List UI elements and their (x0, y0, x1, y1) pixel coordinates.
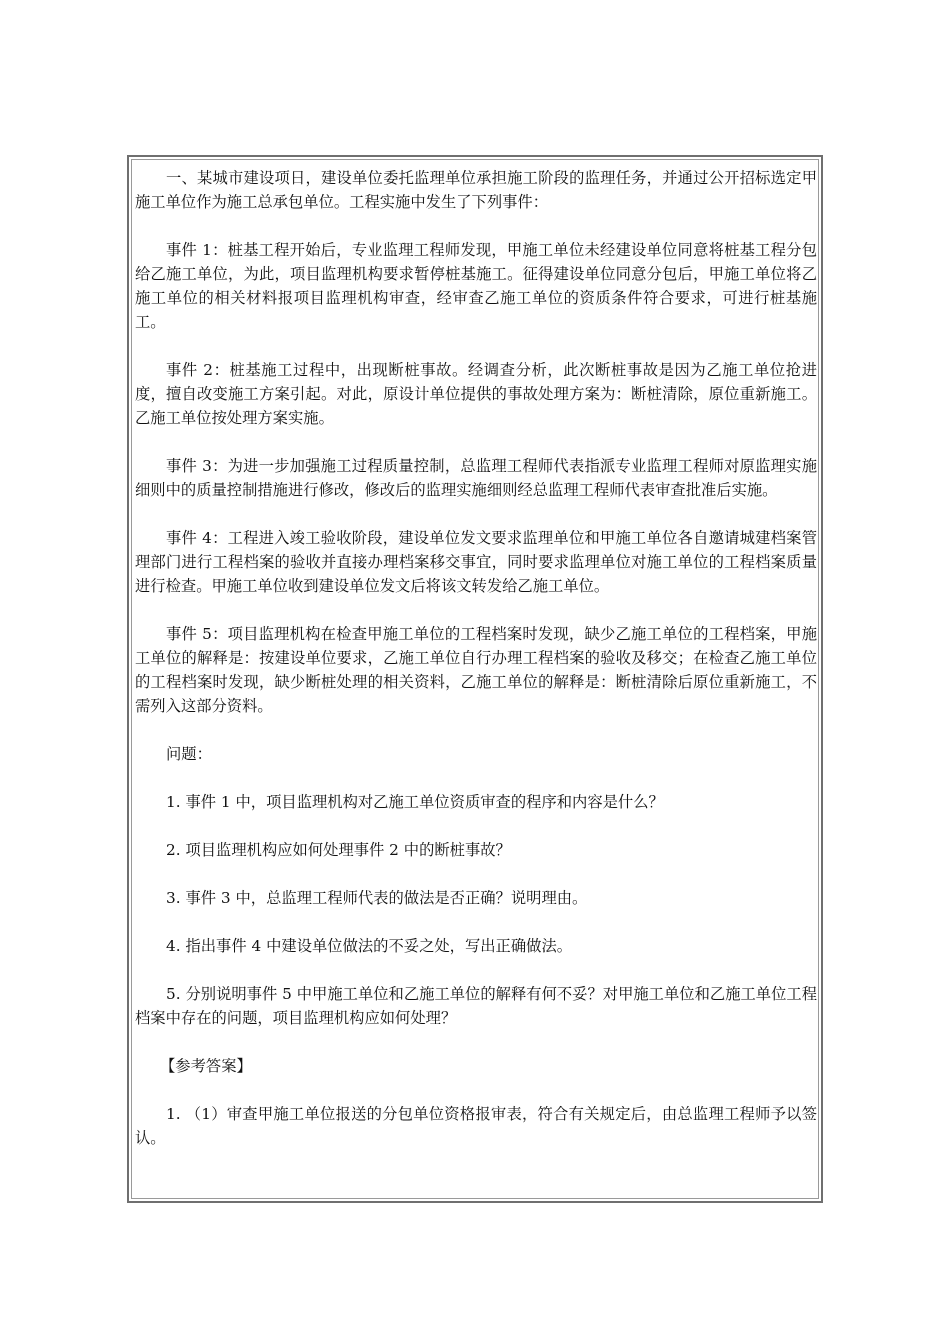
question-2: 2. 项目监理机构应如何处理事件 2 中的断桩事故？ (166, 841, 511, 859)
event-5-paragraph: 事件 5：项目监理机构在检查甲施工单位的工程档案时发现，缺少乙施工单位的工程档案，甲施工单位的解释是：按建设单位要求，乙施工单位自行办理工程档案的验收及移交；在检查乙施工单位的工程档案时发现，缺少断桩处理的相关资料，乙施工单位的解释是：断桩清除后原位重新施工，不需列入这部分资料。 (135, 625, 817, 715)
questions-heading: 问题： (166, 745, 212, 763)
answer-1: 1. （1）审查甲施工单位报送的分包单位资格报审表，符合有关规定后，由总监理工程师予以签认。 (135, 1105, 817, 1147)
question-1: 1. 事件 1 中，项目监理机构对乙施工单位资质审查的程序和内容是什么？ (166, 793, 664, 811)
question-3: 3. 事件 3 中，总监理工程师代表的做法是否正确？说明理由。 (166, 889, 588, 907)
intro-paragraph: 一、某城市建设项日，建设单位委托监理单位承担施工阶段的监理任务，并通过公开招标选定甲施工单位作为施工总承包单位。工程实施中发生了下列事件： (135, 169, 817, 211)
answer-heading: 【参考答案】 (160, 1057, 252, 1075)
event-2-paragraph: 事件 2：桩基施工过程中，出现断桩事故。经调查分析，此次断桩事故是因为乙施工单位抢进度，擅自改变施工方案引起。对此，原设计单位提供的事故处理方案为：断桩清除，原位重新施工。乙施工单位按处理方案实施。 (135, 361, 817, 427)
question-4: 4. 指出事件 4 中建设单位做法的不妥之处，写出正确做法。 (166, 937, 573, 955)
document-body (135, 166, 817, 1174)
event-3-paragraph: 事件 3：为进一步加强施工过程质量控制，总监理工程师代表指派专业监理工程师对原监理实施细则中的质量控制措施进行修改，修改后的监理实施细则经总监理工程师代表审查批准后实施。 (135, 457, 817, 499)
document-frame (127, 155, 823, 1203)
question-5: 5. 分别说明事件 5 中甲施工单位和乙施工单位的解释有何不妥？对甲施工单位和乙施工单位工程档案中存在的问题，项目监理机构应如何处理？ (135, 985, 817, 1027)
event-1-paragraph: 事件 1：桩基工程开始后，专业监理工程师发现，甲施工单位未经建设单位同意将桩基工程分包给乙施工单位，为此，项目监理机构要求暂停桩基施工。征得建设单位同意分包后，甲施工单位将乙施工单位的相关材料报项目监理机构审查，经审查乙施工单位的资质条件符合要求，可进行桩基施工。 (135, 241, 817, 331)
event-4-paragraph: 事件 4：工程进入竣工验收阶段，建设单位发文要求监理单位和甲施工单位各自邀请城建档案管理部门进行工程档案的验收并直接办理档案移交事宜，同时要求监理单位对施工单位的工程档案质量进行检查。甲施工单位收到建设单位发文后将该文转发给乙施工单位。 (135, 529, 817, 595)
